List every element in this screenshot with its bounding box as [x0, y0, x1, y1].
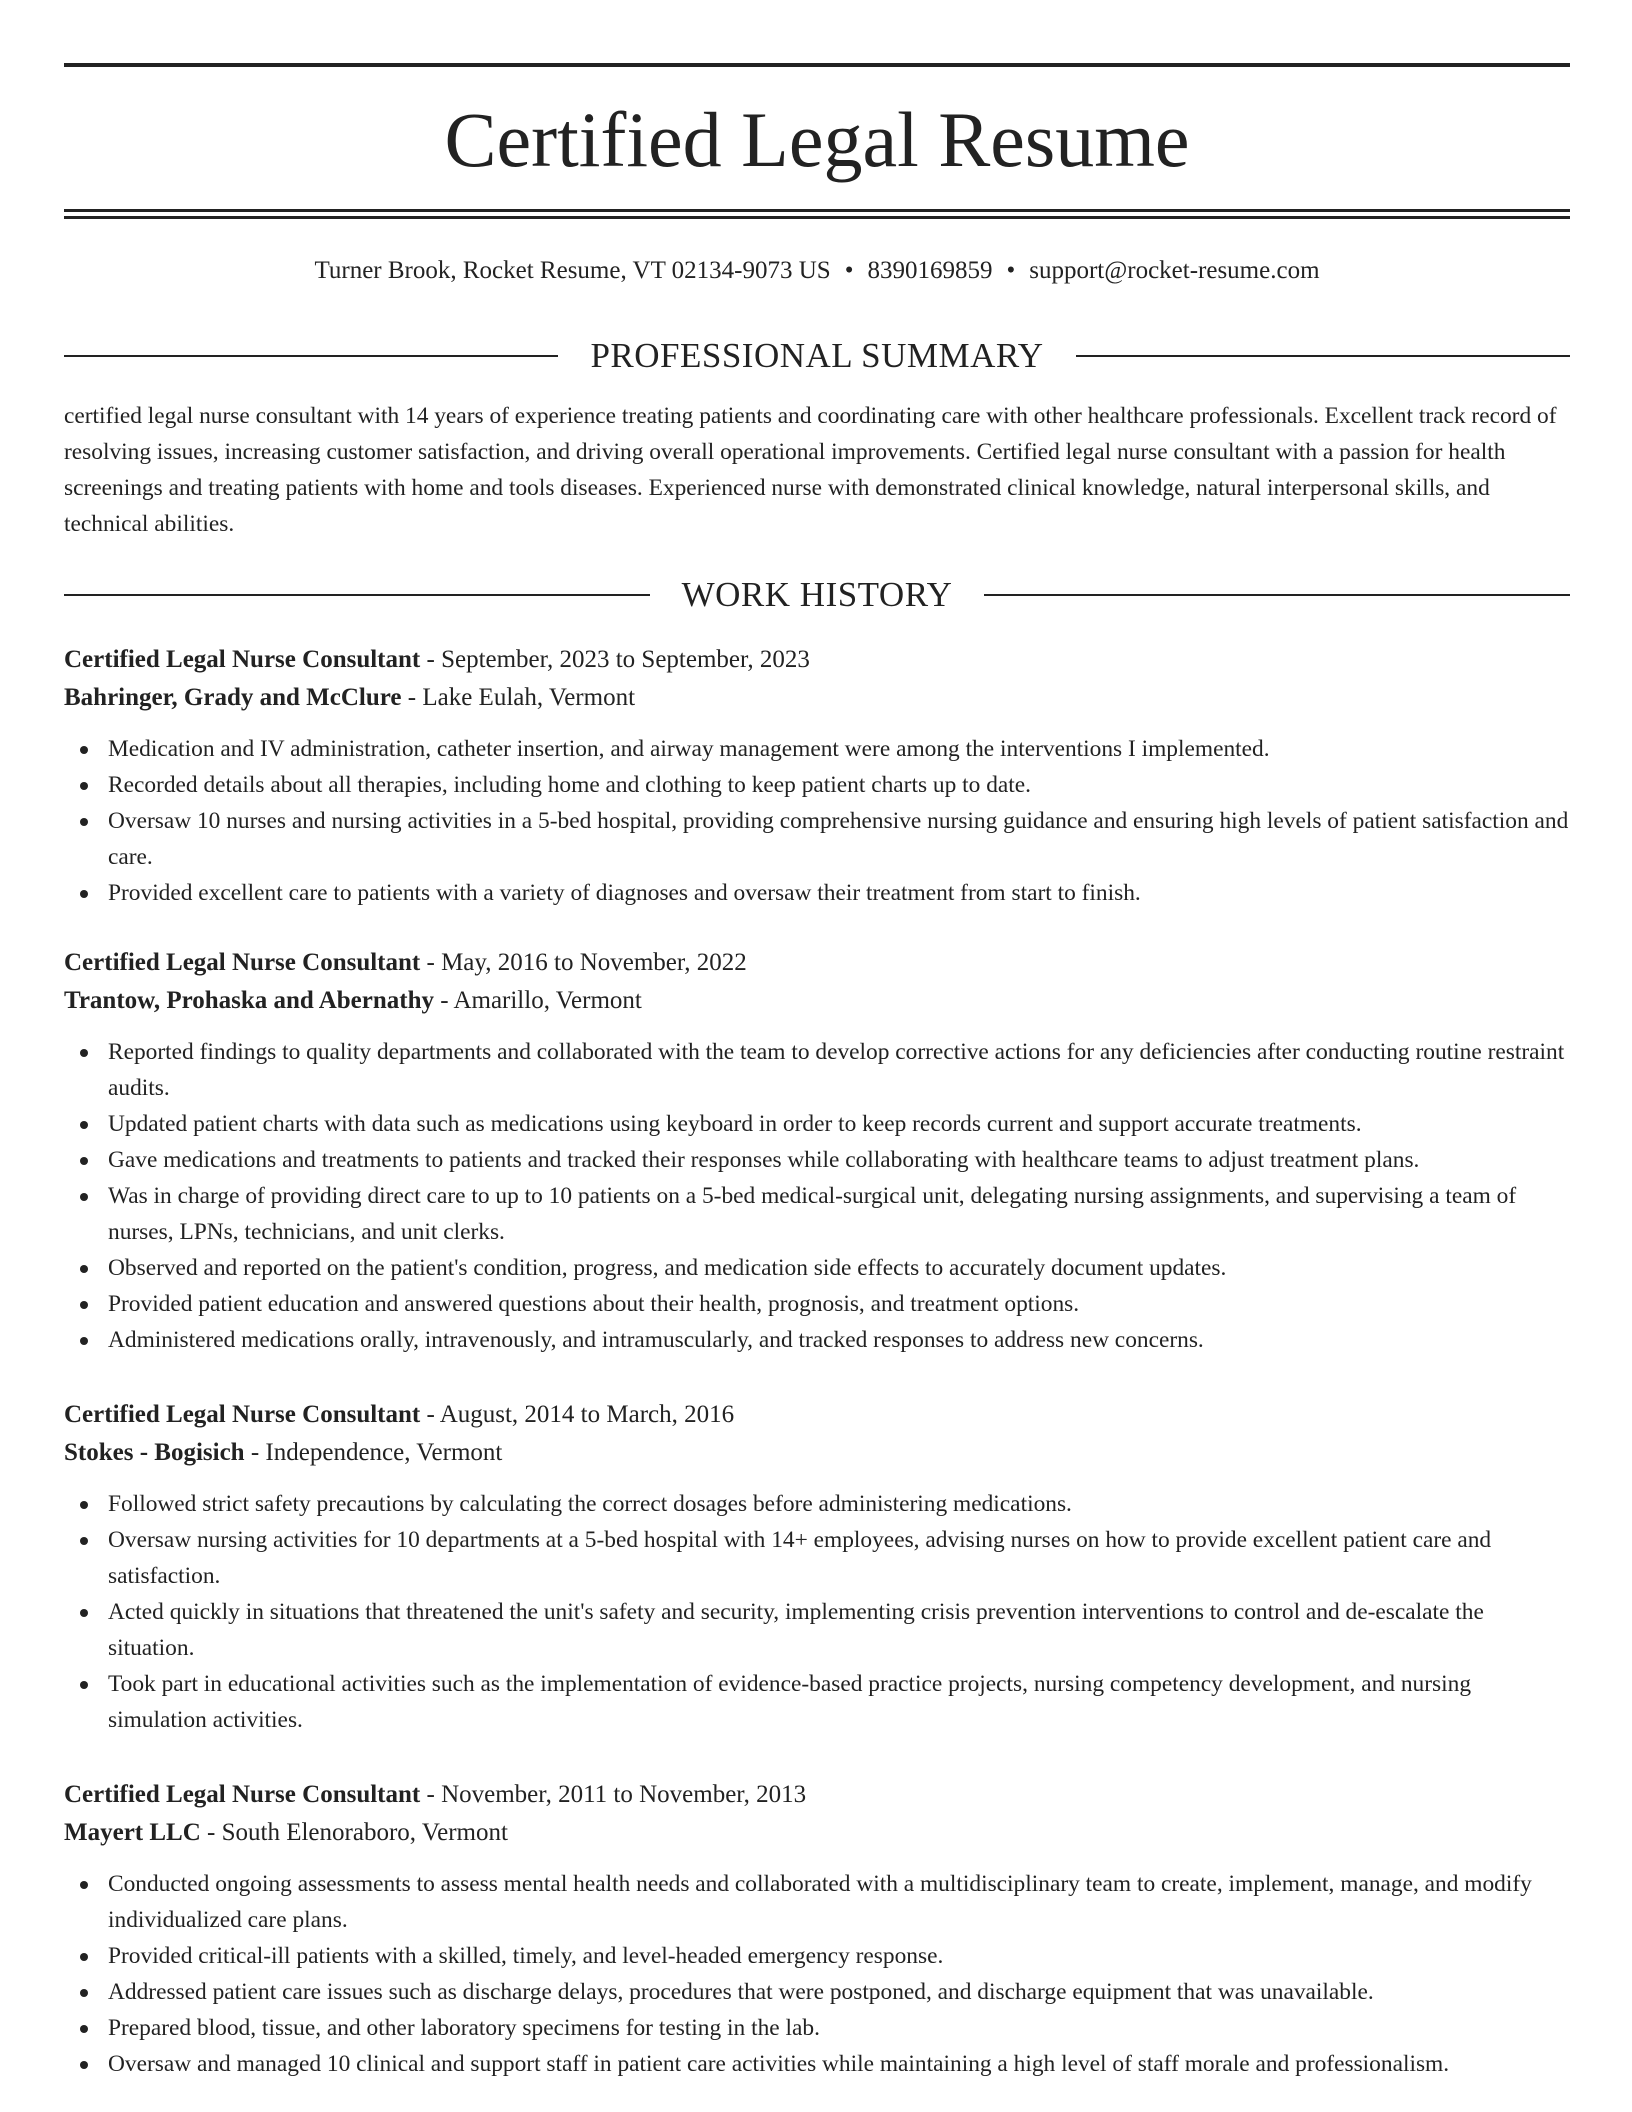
job-bullet: Acted quickly in situations that threatened the unit's safety and security, implementing crisis prevention interventions to control and de-escalate the situation. [64, 1594, 1570, 1666]
job-company-line: Trantow, Prohaska and Abernathy - Amarillo, Vermont [64, 987, 642, 1014]
title-rule-lower [64, 216, 1570, 219]
job-company: Stokes - Bogisich [64, 1439, 245, 1466]
job-company-line: Mayert LLC - South Elenoraboro, Vermont [64, 1819, 508, 1846]
summary-text: certified legal nurse consultant with 14 years of experience treating patients and coordinating care with other healthcare professionals. Excellent track record of resolving issues, increasing customer satisfaction, and driving overall operational improvements. Certified legal nurse consultant with a passion for health screenings and treating patients with home and tools diseases. Experienced nurse with demonstrated clinical knowledge, natural interpersonal skills, and technical abilities. [64, 403, 1557, 537]
job-bullet: Oversaw 10 nurses and nursing activities in a 5-bed hospital, providing comprehensive nursing guidance and ensuring high levels of patient satisfaction and care. [64, 803, 1570, 875]
job-entry [64, 944, 1570, 1358]
job-dates: November, 2011 to November, 2013 [441, 1781, 807, 1808]
heading-rule-left [64, 594, 650, 596]
job-bullet: Reported findings to quality departments and collaborated with the team to develop corrective actions for any deficiencies after conducting routine restraint audits. [64, 1034, 1570, 1106]
job-bullet: Provided patient education and answered questions about their health, prognosis, and treatment options. [64, 1286, 1570, 1322]
job-bullet: Observed and reported on the patient's condition, progress, and medication side effects to accurately document updates. [64, 1250, 1570, 1286]
job-bullet: Took part in educational activities such as the implementation of evidence-based practice projects, nursing competency development, and nursing simulation activities. [64, 1666, 1570, 1738]
job-bullets [64, 1034, 1570, 1358]
job-title: Certified Legal Nurse Consultant [64, 646, 421, 673]
summary-heading: PROFESSIONAL SUMMARY [590, 336, 1044, 375]
job-bullet: Medication and IV administration, catheter insertion, and airway management were among the interventions I implemented. [64, 731, 1570, 767]
job-location: South Elenoraboro, Vermont [221, 1819, 508, 1846]
job-location: Amarillo, Vermont [453, 987, 642, 1014]
job-bullet: Recorded details about all therapies, including home and clothing to keep patient charts up to date. [64, 767, 1570, 803]
resume-title: Certified Legal Resume [444, 96, 1190, 183]
job-bullet: Oversaw and managed 10 clinical and support staff in patient care activities while maintaining a high level of staff morale and professionalism. [64, 2046, 1570, 2082]
job-title: Certified Legal Nurse Consultant [64, 1781, 421, 1808]
job-location: Independence, Vermont [265, 1439, 503, 1466]
contact-separator: • [1006, 257, 1016, 284]
job-entry [64, 641, 1570, 911]
job-dates: May, 2016 to November, 2022 [441, 949, 747, 976]
contact-line [64, 255, 1570, 287]
job-bullet: Oversaw nursing activities for 10 departments at a 5-bed hospital with 14+ employees, advising nurses on how to provide excellent patient care and satisfaction. [64, 1522, 1570, 1594]
job-bullet: Prepared blood, tissue, and other laboratory specimens for testing in the lab. [64, 2010, 1570, 2046]
contact-separator: • [844, 257, 854, 284]
job-company-line: Stokes - Bogisich - Independence, Vermont [64, 1439, 503, 1466]
work-history-heading-row [64, 574, 1570, 616]
contact-address: Turner Brook, Rocket Resume, VT 02134-9073 US [314, 257, 831, 284]
job-bullet: Administered medications orally, intravenously, and intramuscularly, and tracked responses to address new concerns. [64, 1322, 1570, 1358]
job-bullet: Followed strict safety precautions by calculating the correct dosages before administering medications. [64, 1486, 1570, 1522]
job-location: Lake Eulah, Vermont [422, 684, 636, 711]
work-history-heading: WORK HISTORY [681, 575, 953, 614]
job-bullet: Updated patient charts with data such as medications using keyboard in order to keep records current and support accurate treatments. [64, 1106, 1570, 1142]
job-bullet: Provided excellent care to patients with a variety of diagnoses and oversaw their treatment from start to finish. [64, 875, 1570, 911]
contact-phone: 8390169859 [867, 257, 993, 284]
job-dates: September, 2023 to September, 2023 [441, 646, 810, 673]
job-company-line: Bahringer, Grady and McClure - Lake Eulah, Vermont [64, 684, 636, 711]
job-bullets [64, 1866, 1570, 2082]
job-bullet: Provided critical-ill patients with a skilled, timely, and level-headed emergency response. [64, 1938, 1570, 1974]
job-bullet: Conducted ongoing assessments to assess mental health needs and collaborated with a multidisciplinary team to create, implement, manage, and modify individualized care plans. [64, 1866, 1570, 1938]
job-title: Certified Legal Nurse Consultant [64, 949, 421, 976]
job-company: Mayert LLC [64, 1819, 201, 1846]
job-title-line: Certified Legal Nurse Consultant - November, 2011 to November, 2013 [64, 1781, 807, 1808]
heading-rule-right [1076, 355, 1570, 357]
job-company: Trantow, Prohaska and Abernathy [64, 987, 434, 1014]
job-bullet: Was in charge of providing direct care to up to 10 patients on a 5-bed medical-surgical unit, delegating nursing assignments, and supervising a team of nurses, LPNs, technicians, and unit clerks. [64, 1178, 1570, 1250]
job-title-line: Certified Legal Nurse Consultant - September, 2023 to September, 2023 [64, 646, 810, 673]
job-bullet: Addressed patient care issues such as discharge delays, procedures that were postponed, and discharge equipment that was unavailable. [64, 1974, 1570, 2010]
job-title: Certified Legal Nurse Consultant [64, 1401, 421, 1428]
job-entry [64, 1776, 1570, 2082]
job-bullets [64, 1486, 1570, 1738]
job-bullet: Gave medications and treatments to patients and tracked their responses while collaborating with healthcare teams to adjust treatment plans. [64, 1142, 1570, 1178]
title-rule-upper [64, 209, 1570, 212]
job-title-line: Certified Legal Nurse Consultant - August, 2014 to March, 2016 [64, 1401, 735, 1428]
summary-heading-row [64, 335, 1570, 377]
job-company: Bahringer, Grady and McClure [64, 684, 402, 711]
job-bullets [64, 731, 1570, 911]
job-dates: August, 2014 to March, 2016 [439, 1401, 735, 1428]
heading-rule-right [984, 594, 1570, 596]
contact-email[interactable]: support@rocket-resume.com [1029, 257, 1320, 284]
job-entry [64, 1396, 1570, 1738]
heading-rule-left [64, 355, 558, 357]
top-rule [64, 63, 1570, 67]
job-title-line: Certified Legal Nurse Consultant - May, 2016 to November, 2022 [64, 949, 747, 976]
